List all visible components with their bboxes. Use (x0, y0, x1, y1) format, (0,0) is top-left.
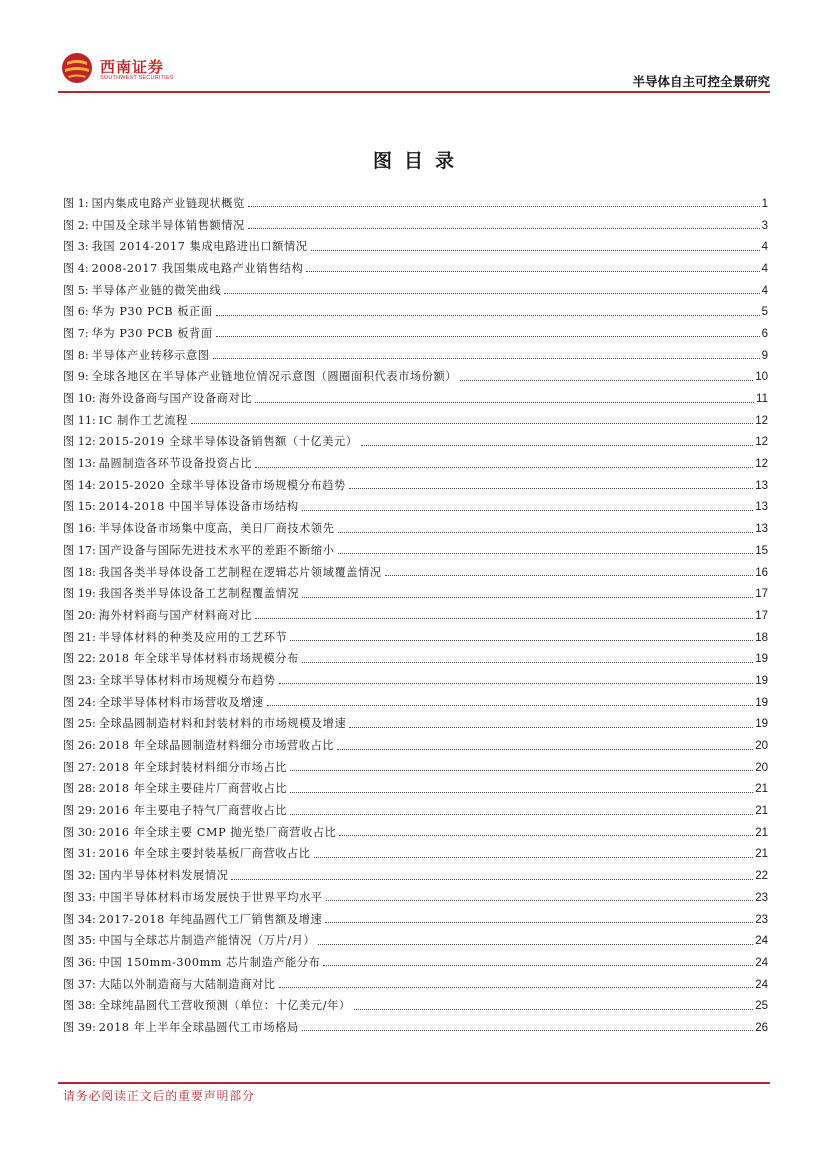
page-number[interactable]: 12 (755, 436, 768, 449)
figure-label: 图 16: (63, 522, 96, 536)
page-number[interactable]: 15 (755, 544, 768, 557)
figure-caption[interactable]: 2018 年全球晶圆制造材料细分市场营收占比 (98, 739, 335, 753)
figure-label: 图 2: (63, 218, 89, 232)
dot-leader (255, 467, 753, 468)
page-number[interactable]: 19 (755, 674, 768, 687)
figure-caption[interactable]: 中国半导体材料市场发展快于世界平均水平 (98, 890, 323, 904)
dot-leader (302, 662, 753, 663)
figure-label: 图 38: (63, 999, 96, 1013)
figure-caption[interactable]: 2018 年全球主要硅片厂商营收占比 (98, 782, 288, 796)
figure-caption[interactable]: 半导体产业链的微笑曲线 (91, 283, 222, 297)
toc-entry[interactable] (63, 193, 768, 215)
toc-entry[interactable] (63, 258, 768, 280)
dot-leader (290, 770, 753, 771)
page-number[interactable]: 11 (756, 393, 768, 406)
page-number[interactable]: 13 (755, 523, 768, 536)
page-number[interactable]: 4 (761, 241, 768, 254)
dot-leader (248, 228, 760, 229)
page-number[interactable]: 18 (755, 631, 768, 644)
figure-caption[interactable]: 半导体材料的种类及应用的工艺环节 (98, 630, 288, 644)
page-number[interactable]: 24 (755, 978, 768, 991)
toc-entry[interactable] (63, 952, 768, 974)
dot-leader (302, 510, 754, 511)
page-number[interactable]: 6 (761, 327, 768, 340)
figure-label: 图 17: (63, 543, 96, 557)
figure-label: 图 36: (63, 955, 96, 969)
figure-label: 图 7: (63, 326, 89, 340)
toc-entry[interactable] (63, 410, 768, 432)
toc-entry[interactable] (63, 692, 768, 714)
figure-label: 图 33: (63, 890, 96, 904)
figure-label: 图 19: (63, 587, 96, 601)
toc-entry[interactable] (63, 432, 768, 454)
toc-entry[interactable] (63, 887, 768, 909)
dot-leader (338, 553, 754, 554)
page-number[interactable]: 12 (755, 458, 768, 471)
figure-label: 图 4: (63, 261, 89, 275)
figure-caption[interactable]: 全球晶圆制造材料和封装材料的市场规模及增速 (98, 717, 347, 731)
dot-leader (361, 445, 754, 446)
figure-label: 图 18: (63, 565, 96, 579)
figure-caption[interactable]: 2016 年主要电子特气厂商营收占比 (98, 804, 288, 818)
figure-caption[interactable]: 全球纯晶圆代工营收预测（单位：十亿美元/年） (98, 999, 351, 1013)
figure-caption[interactable]: IC 制作工艺流程 (98, 413, 188, 427)
page-number[interactable]: 3 (761, 219, 768, 232)
toc-entry[interactable] (63, 648, 768, 670)
dot-leader (267, 705, 753, 706)
figure-caption[interactable]: 2018 年全球半导体材料市场规模分布 (98, 652, 299, 666)
page-number[interactable]: 17 (755, 588, 768, 601)
dot-leader (349, 727, 753, 728)
page-number[interactable]: 12 (755, 414, 768, 427)
figure-caption[interactable]: 中国与全球芯片制造产能情况（万片/月） (98, 934, 316, 948)
page-number[interactable]: 23 (755, 891, 768, 904)
brand-name: 西南证券 (100, 58, 165, 76)
figure-label: 图 30: (63, 825, 96, 839)
toc-entry[interactable] (63, 518, 768, 540)
figure-caption[interactable]: 国内集成电路产业链现状概览 (91, 196, 245, 210)
figure-label: 图 6: (63, 305, 89, 319)
page-number[interactable]: 24 (755, 956, 768, 969)
figure-label: 图 9: (63, 370, 89, 384)
toc-entry[interactable] (63, 627, 768, 649)
figure-label: 图 27: (63, 760, 96, 774)
brand-subtitle: SOUTHWEST SECURITIES (100, 75, 174, 81)
toc-entry[interactable] (63, 800, 768, 822)
toc-entry[interactable] (63, 670, 768, 692)
figure-caption[interactable]: 2018 年上半年全球晶圆代工市场格局 (98, 1020, 299, 1034)
page-number[interactable]: 19 (755, 718, 768, 731)
dot-leader (302, 597, 753, 598)
dot-leader (290, 814, 753, 815)
footer-disclaimer: 请务必阅读正文后的重要声明部分 (63, 1089, 255, 1103)
figure-label: 图 12: (63, 435, 96, 449)
page-number[interactable]: 4 (761, 284, 768, 297)
figure-label: 图 37: (63, 977, 96, 991)
figure-label: 图 1: (63, 196, 89, 210)
toc-entry[interactable] (63, 562, 768, 584)
page-number[interactable]: 20 (755, 740, 768, 753)
figure-caption[interactable]: 大陆以外制造商与大陆制造商对比 (98, 977, 276, 991)
dot-leader (311, 250, 760, 251)
toc-entry[interactable] (63, 844, 768, 866)
figure-caption[interactable]: 半导体设备市场集中度高，美日厂商技术领先 (98, 522, 335, 536)
dot-leader (224, 293, 759, 294)
page-number[interactable]: 16 (755, 566, 768, 579)
figure-label: 图 15: (63, 500, 96, 514)
figure-caption[interactable]: 全球半导体材料市场规模分布趋势 (98, 673, 276, 687)
page-number[interactable]: 19 (755, 696, 768, 709)
toc-entry[interactable] (63, 323, 768, 345)
dot-leader (339, 835, 753, 836)
toc-entry[interactable] (63, 822, 768, 844)
figure-label: 图 29: (63, 804, 96, 818)
toc-entry[interactable] (63, 475, 768, 497)
dot-leader (326, 900, 753, 901)
figure-caption[interactable]: 2016 年全球主要封装基板厂商营收占比 (98, 847, 311, 861)
dot-leader (306, 271, 759, 272)
figure-caption[interactable]: 2018 年全球封装材料细分市场占比 (98, 760, 288, 774)
figure-label: 图 25: (63, 717, 96, 731)
figure-label: 图 11: (63, 413, 96, 427)
page-number[interactable]: 20 (755, 761, 768, 774)
dot-leader (314, 857, 754, 858)
dot-leader (349, 488, 753, 489)
page-number[interactable]: 5 (761, 306, 768, 319)
toc-entry[interactable] (63, 974, 768, 996)
dot-leader (279, 987, 754, 988)
dot-leader (231, 879, 753, 880)
dot-leader (216, 336, 760, 337)
page-number[interactable]: 23 (755, 913, 768, 926)
dot-leader (338, 532, 754, 533)
toc-entry[interactable] (63, 453, 768, 475)
dot-leader (460, 380, 753, 381)
dot-leader (318, 944, 753, 945)
toc-entry[interactable] (63, 605, 768, 627)
page-number[interactable]: 19 (755, 653, 768, 666)
figure-label: 图 10: (63, 392, 96, 406)
figure-caption[interactable]: 海外材料商与国产材料商对比 (98, 608, 252, 622)
page-number[interactable]: 26 (755, 1021, 768, 1034)
brand-emblem-icon (60, 50, 96, 86)
toc-entry[interactable] (63, 583, 768, 605)
page-number[interactable]: 4 (761, 262, 768, 275)
page-number[interactable]: 17 (755, 609, 768, 622)
toc-entry[interactable] (63, 995, 768, 1017)
figure-label: 图 20: (63, 608, 96, 622)
figure-label: 图 31: (63, 847, 96, 861)
toc-entry[interactable] (63, 280, 768, 302)
figure-caption[interactable]: 我国各类半导体设备工艺制程在逻辑芯片领域覆盖情况 (98, 565, 382, 579)
figure-caption[interactable]: 半导体产业转移示意图 (91, 348, 210, 362)
figure-caption[interactable]: 国内半导体材料发展情况 (98, 869, 229, 883)
toc-entry[interactable] (63, 388, 768, 410)
figure-label: 图 23: (63, 673, 96, 687)
figure-caption[interactable]: 国产设备与国际先进技术水平的差距不断缩小 (98, 543, 335, 557)
figure-caption[interactable]: 中国 150mm-300mm 芯片制造产能分布 (98, 955, 321, 969)
page-number[interactable]: 24 (755, 935, 768, 948)
toc-entry[interactable] (63, 236, 768, 258)
page-number[interactable]: 21 (755, 783, 768, 796)
figure-label: 图 34: (63, 912, 96, 926)
dot-leader (248, 206, 760, 207)
page-number[interactable]: 22 (755, 870, 768, 883)
header-divider (58, 91, 770, 93)
figure-label: 图 22: (63, 652, 96, 666)
toc-entry[interactable] (63, 865, 768, 887)
figure-label: 图 14: (63, 478, 96, 492)
dot-leader (323, 965, 753, 966)
figure-label: 图 32: (63, 869, 96, 883)
page-number[interactable]: 10 (755, 371, 768, 384)
dot-leader (354, 1009, 754, 1010)
toc-entry[interactable] (63, 367, 768, 389)
figure-label: 图 39: (63, 1020, 96, 1034)
page-number[interactable]: 1 (761, 197, 768, 210)
figure-caption[interactable]: 2015-2020 全球半导体设备市场规模分布趋势 (98, 478, 346, 492)
dot-leader (337, 749, 753, 750)
page-number[interactable]: 13 (755, 501, 768, 514)
toc-entry[interactable] (63, 714, 768, 736)
page-number[interactable]: 21 (755, 805, 768, 818)
toc-entry[interactable] (63, 497, 768, 519)
figure-caption[interactable]: 华为 P30 PCB 板正面 (91, 305, 213, 319)
dot-leader (290, 792, 753, 793)
figure-caption[interactable]: 全球各地区在半导体产业链地位情况示意图（圆圈面积代表市场份额） (91, 370, 458, 384)
figure-caption[interactable]: 全球半导体材料市场营收及增速 (98, 695, 264, 709)
toc-entry[interactable] (63, 909, 768, 931)
figure-label: 图 3: (63, 240, 89, 254)
toc-entry[interactable] (63, 540, 768, 562)
page-number[interactable]: 13 (755, 479, 768, 492)
figure-caption[interactable]: 中国及全球半导体销售额情况 (91, 218, 245, 232)
footer-divider (58, 1082, 770, 1084)
dot-leader (216, 315, 760, 316)
toc-entry[interactable] (63, 215, 768, 237)
figure-caption[interactable]: 2015-2019 全球半导体设备销售额（十亿美元） (98, 435, 358, 449)
figure-label: 图 5: (63, 283, 89, 297)
figure-label: 图 8: (63, 348, 89, 362)
toc-entry[interactable] (63, 301, 768, 323)
dot-leader (213, 358, 760, 359)
page-number[interactable]: 9 (761, 349, 768, 362)
figure-caption[interactable]: 2014-2018 中国半导体设备市场结构 (98, 500, 299, 514)
page-number[interactable]: 25 (755, 1000, 768, 1013)
figure-caption[interactable]: 我国各类半导体设备工艺制程覆盖情况 (98, 587, 300, 601)
figure-caption[interactable]: 晶圆制造各环节设备投资占比 (98, 457, 252, 471)
page-header (58, 46, 770, 91)
page-number[interactable]: 21 (755, 848, 768, 861)
figure-label: 图 35: (63, 934, 96, 948)
dot-leader (290, 640, 753, 641)
figure-caption[interactable]: 2017-2018 年纯晶圆代工厂销售额及增速 (98, 912, 323, 926)
dot-leader (255, 402, 754, 403)
toc-heading: 图目录 (372, 150, 466, 172)
figure-list (63, 193, 768, 1039)
toc-entry[interactable] (63, 930, 768, 952)
figure-caption[interactable]: 2008-2017 我国集成电路产业销售结构 (91, 261, 304, 275)
dot-leader (325, 922, 753, 923)
figure-caption[interactable]: 海外设备商与国产设备商对比 (98, 392, 252, 406)
toc-entry[interactable] (63, 735, 768, 757)
report-title: 半导体自主可控全景研究 (632, 74, 770, 89)
page-number[interactable]: 21 (755, 826, 768, 839)
dot-leader (191, 423, 753, 424)
toc-entry[interactable] (63, 757, 768, 779)
figure-caption[interactable]: 2016 年全球主要 CMP 抛光垫厂商营收占比 (98, 825, 337, 839)
toc-entry[interactable] (63, 345, 768, 367)
brand-logo (60, 50, 200, 86)
figure-label: 图 24: (63, 695, 96, 709)
figure-caption[interactable]: 我国 2014-2017 集成电路进出口额情况 (91, 240, 308, 254)
figure-label: 图 28: (63, 782, 96, 796)
dot-leader (255, 618, 753, 619)
toc-entry[interactable] (63, 779, 768, 801)
toc-entry[interactable] (63, 1017, 768, 1039)
figure-caption[interactable]: 华为 P30 PCB 板背面 (91, 326, 213, 340)
figure-label: 图 21: (63, 630, 96, 644)
figure-label: 图 13: (63, 457, 96, 471)
dot-leader (302, 1030, 753, 1031)
dot-leader (279, 683, 754, 684)
figure-label: 图 26: (63, 739, 96, 753)
dot-leader (385, 575, 754, 576)
